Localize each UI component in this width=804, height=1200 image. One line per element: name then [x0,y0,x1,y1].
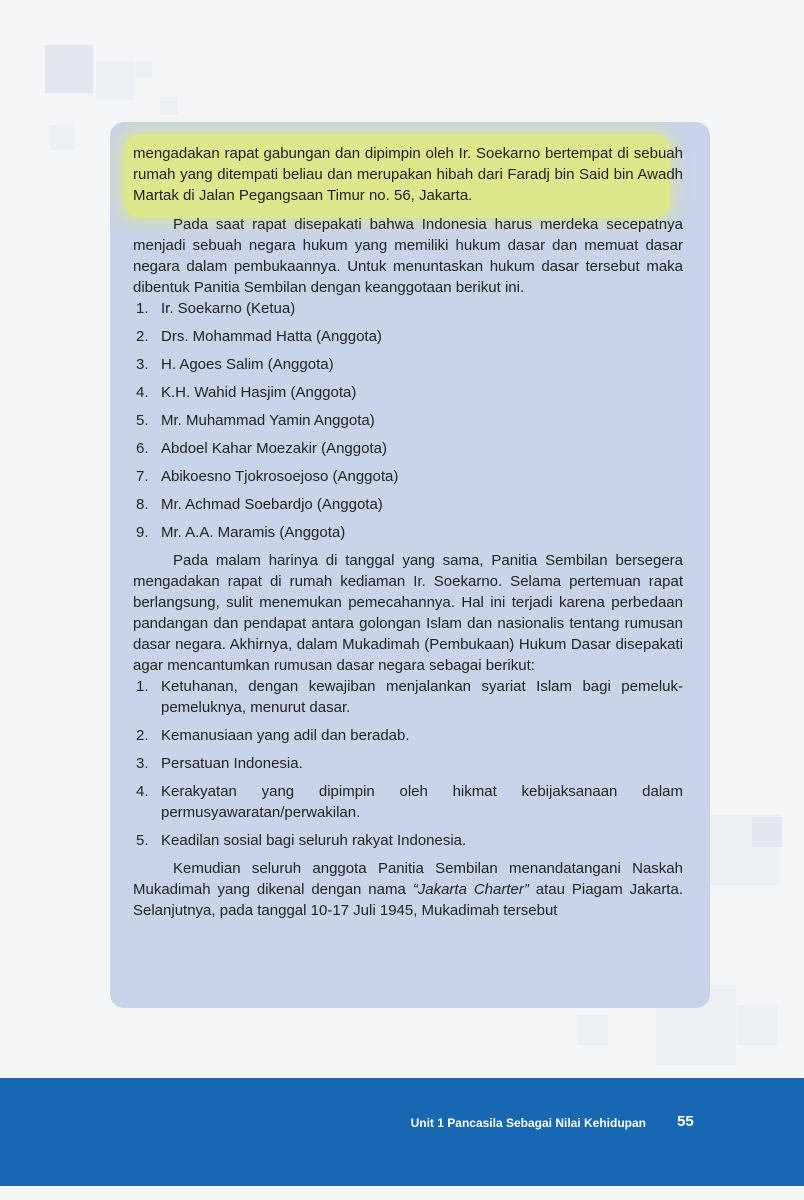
list-item: 7. Abikoesno Tjokrosoejoso (Anggota) [136,468,399,485]
decorative-square [136,62,152,78]
list-item: 9. Mr. A.A. Maramis (Anggota) [136,524,346,541]
member-list [133,298,683,543]
list-item: 1. Ketuhanan, dengan kewajiban menjalankan syariat Islam bagi pemeluk-pemeluknya, menurut dasar. [136,678,683,716]
list-item: 1. Ir. Soekarno (Ketua) [136,300,296,317]
principle-list [133,676,683,851]
page-content [133,143,683,921]
list-item: 3. Persatuan Indonesia. [136,755,303,772]
decorative-square [160,97,178,115]
decorative-square [45,45,93,93]
list-item: 4. Kerakyatan yang dipimpin oleh hikmat kebijaksanaan dalam permusyawaratan/perwakilan. [136,783,683,821]
paragraph-malam-harinya: Pada malam harinya di tanggal yang sama, Panitia Sembilan bersegera mengadakan rapat di rumah kediaman Ir. Soekarno. Selama pertemuan rapat berlangsung, sulit menemukan pemecahannya. Hal ini terjadi karena perbedaan pandangan dan pendapat antara golongan Islam dan nasionalis tentang rumusan dasar negara. Akhirnya, dalam Mukadimah (Pembukaan) Hukum Dasar disepakati agar mencantumkan rumusan dasar negara sebagai berikut: [133,552,683,674]
list-item: 5. Mr. Muhammad Yamin Anggota) [136,412,375,429]
unit-title: Unit 1 Pancasila Sebagai Nilai Kehidupan [410,1116,646,1130]
list-item: 2. Drs. Mohammad Hatta (Anggota) [136,328,382,345]
jakarta-charter-term: “Jakarta Charter” [412,881,529,898]
list-item: 3. H. Agoes Salim (Anggota) [136,356,334,373]
decorative-square [578,1015,608,1045]
page-footer [0,1078,804,1186]
decorative-square [96,62,134,100]
list-item: 2. Kemanusiaan yang adil dan beradab. [136,727,410,744]
paragraph-rapat-gabungan: mengadakan rapat gabungan dan dipimpin oleh Ir. Soekarno bertempat di sebuah rumah yang ditempati beliau dan merupakan hibah dari Faradj bin Said bin Awadh Martak di Jalan Pegangsaan Timur no. 56, Jakarta. [133,145,683,204]
list-item: 6. Abdoel Kahar Moezakir (Anggota) [136,440,387,457]
decorative-square [738,1005,778,1045]
list-item: 4. K.H. Wahid Hasjim (Anggota) [136,384,357,401]
paragraph-jakarta-charter: Kemudian seluruh anggota Panitia Sembilan menandatangani Naskah Mukadimah yang dikenal dengan nama “Jakarta Charter” atau Piagam Jakarta. Selanjutnya, pada tanggal 10-17 Juli 1945, Mukadimah tersebut [133,860,683,919]
list-item: 8. Mr. Achmad Soebardjo (Anggota) [136,496,383,513]
paragraph-panitia-sembilan: Pada saat rapat disepakati bahwa Indonesia harus merdeka secepatnya menjadi sebuah negara hukum yang memiliki hukum dasar dan memuat dasar negara dalam pembukaannya. Untuk menuntaskan hukum dasar tersebut maka dibentuk Panitia Sembilan dengan keanggotaan berikut ini. [133,216,683,296]
decorative-square [752,817,782,847]
decorative-square [50,125,75,150]
list-item: 5. Keadilan sosial bagi seluruh rakyat Indonesia. [136,832,467,849]
page-number: 55 [677,1113,694,1130]
